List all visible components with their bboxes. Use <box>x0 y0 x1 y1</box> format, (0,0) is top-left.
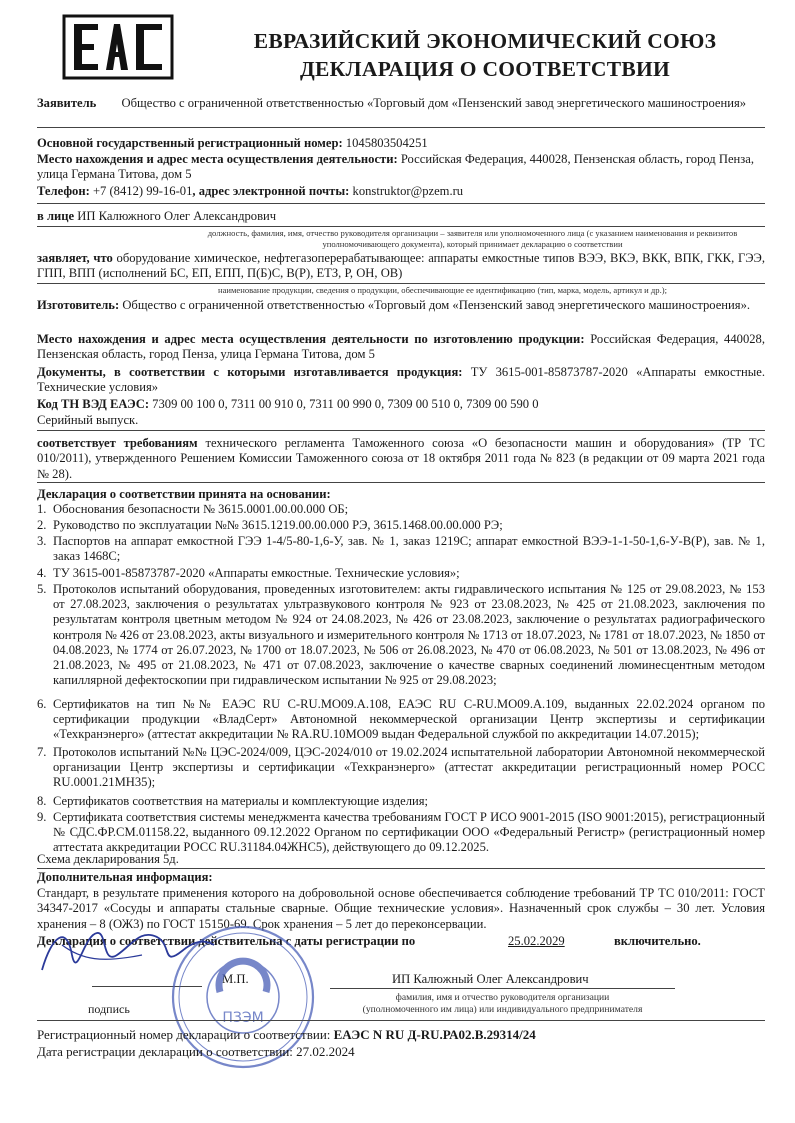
representative-note: должность, фамилия, имя, отчество руководителя организации – заявителя или уполномоченного лица (с указанием наименования и реквизитов уполномочивающего документа), который принимает декларацию о соответствии <box>207 228 738 249</box>
basis-title: Декларация о соответствии принята на основании: <box>37 487 331 501</box>
list-item-text: Обоснования безопасности № 3615.0001.00.00.000 ОБ; <box>53 502 349 516</box>
manufacturer-address-label: Место нахождения и адрес места осуществления деятельности по изготовлению продукции: <box>37 332 585 346</box>
divider <box>37 482 765 483</box>
registration-date-block <box>37 1044 765 1059</box>
list-item-number: 4. <box>37 566 47 580</box>
list-item <box>37 697 765 743</box>
serial-text: Серийный выпуск. <box>37 413 139 427</box>
contact-block <box>37 184 765 199</box>
list-item-number: 7. <box>37 745 47 759</box>
email-value: konstruktor@pzem.ru <box>352 184 464 198</box>
manufacturer-block <box>37 298 765 313</box>
registration-number-block <box>37 1027 765 1042</box>
registration-number-label: Регистрационный номер декларации о соответствии: <box>37 1027 331 1042</box>
list-item-text: Протоколов испытаний оборудования, проведенных изготовителем: акты гидравлического испытания № 125 от 29.08.2023, № 153 от 27.08.2023, заключения о результатах ультразвукового контроля № 923 от 23.08.2023, № 425 от 21.08.2023, заключения по результатам контроля цветным методом № 924 от 24.08.2023, № 426 от 23.08.2023, заключение о результатах радиографического контроля № 426 от 23.08.2023, акты визуального и измерительного контроля № 1713 от 18.07.2023, № 1781 от 18.07.2023, № 1850 от 04.08.2023, № 1774 от 26.07.2023, № 1700 от 18.07.2023, № 506 от 26.08.2023, № 470 от 06.08.2023, № 501 от 13.08.2023, № 496 от 21.08.2023, № 495 от 21.08.2023, № 471 от 07.08.2023, заключение о качестве сварных соединений люминесцентным методом капиллярной дефектоскопии при гидравлическом испытании № 925 от 29.08.2023; <box>53 582 765 688</box>
representative-value: ИП Калюжного Олег Александрович <box>77 209 277 223</box>
name-line <box>330 988 675 989</box>
list-item-text: Сертификата соответствия системы менеджмента качества требованиям ГОСТ Р ИСО 9001-2015 (ISO 9001:2015), регистрационный № СДС.ФР.СМ.01158.22, выданного 09.12.2022 Органом по сертификации ООО «Федеральный Регистр» (регистрационный номер аттестата аккредитации РОСС RU.31184.04ЖНС5), действующего до 09.12.2025. <box>53 810 765 855</box>
list-item <box>37 518 765 533</box>
divider <box>37 1020 765 1021</box>
applicant-address-value: Российская Федерация, 440028, Пензенская область, город Пенза, улица Германа Титова, дом 5 <box>37 152 755 182</box>
list-item-text: Руководство по эксплуатации №№ 3615.1219.00.00.000 РЭ, 3615.1468.00.00.000 РЭ; <box>53 518 503 532</box>
manufacturer-docs-value: ТУ 3615-001-85873787-2020 «Аппараты емкостные. Технические условия» <box>37 365 765 395</box>
list-item-text: ТУ 3615-001-85873787-2020 «Аппараты емкостные. Технические условия»; <box>53 566 460 580</box>
compliance-label: соответствует требованиям <box>37 436 198 450</box>
name-caption-line1: фамилия, имя и отчество руководителя организации <box>395 992 610 1003</box>
divider <box>37 868 765 869</box>
declares-value: оборудование химическое, нефтегазоперерабатывающее: аппараты емкостные типов ВЭЭ, ВКЭ, ВКК, ВПК, ГКК, ГЭЭ, ГПП, ВПП (исполнений БС, ЕП, ЕПП, П(Б)С, В(Р), ЕТЗ, Р, ОН, ОВ) <box>37 251 765 281</box>
list-item-number: 3. <box>37 534 47 548</box>
phone-label: Телефон: <box>37 184 90 198</box>
registration-date-label: Дата регистрации декларации о соответствии: <box>37 1044 293 1059</box>
list-item <box>37 534 765 564</box>
signature-caption: подпись <box>88 1002 130 1016</box>
representative-label: в лице <box>37 209 75 223</box>
declares-block <box>37 251 765 282</box>
header-title-line2: ДЕКЛАРАЦИЯ О СООТВЕТСТВИИ <box>299 57 671 81</box>
ogrn-block <box>37 136 765 151</box>
seal-label: ПЗЭМ <box>222 1010 264 1026</box>
list-item-text: Паспортов на аппарат емкостной ГЭЭ 1-4/5-80-1,6-У, зав. № 1, заказ 1219С; аппарат емкостной ВЭЭ-1-1-50-1,6-У-В(Р), зав. № 1, заказ 1468С; <box>53 534 765 564</box>
phone-value: +7 (8412) 99-16-01 <box>92 184 193 198</box>
divider <box>37 430 765 431</box>
eac-logo <box>62 14 174 80</box>
divider <box>37 203 765 204</box>
registration-date-value: 27.02.2024 <box>296 1044 355 1059</box>
applicant-address-label: Место нахождения и адрес места осуществления деятельности: <box>37 152 398 166</box>
divider <box>37 226 765 227</box>
manufacturer-docs-label: Документы, в соответствии с которыми изготавливается продукция: <box>37 365 463 379</box>
additional-title: Дополнительная информация: <box>37 870 213 884</box>
list-item <box>37 794 765 809</box>
ogrn-label: Основной государственный регистрационный номер: <box>37 136 343 150</box>
list-item-number: 1. <box>37 502 47 516</box>
list-item-number: 5. <box>37 582 47 596</box>
applicant-address-block <box>37 152 765 183</box>
list-item-number: 9. <box>37 810 47 824</box>
stamp-place-label: М.П. <box>222 972 249 986</box>
applicant-value: Общество с ограниченной ответственностью «Торговый дом «Пензенский завод энергетического машиностроения» <box>121 96 747 110</box>
list-item <box>37 582 765 688</box>
signatory-name: ИП Калюжный Олег Александрович <box>392 972 589 986</box>
validity-label: Декларация о соответствии действительна с даты регистрации по <box>37 934 416 948</box>
applicant-block <box>37 96 765 111</box>
header-title-line1: ЕВРАЗИЙСКИЙ ЭКОНОМИЧЕСКИЙ СОЮЗ <box>253 29 717 53</box>
list-item-text: Протоколов испытаний №№ ЦЭС-2024/009, ЦЭС-2024/010 от 19.02.2024 испытательной лаборатории Автономной некоммерческой организации Центр экспертизы и сертификации «Техкранэнерго» (аттестат аккредитации регистрационный номер РОСС RU.0001.21МН35); <box>53 745 765 790</box>
hs-code-value: 7309 00 100 0, 7311 00 910 0, 7311 00 990 0, 7309 00 510 0, 7309 00 590 0 <box>152 397 539 411</box>
list-item-number: 6. <box>37 697 47 711</box>
hs-code-label: Код ТН ВЭД ЕАЭС: <box>37 397 150 411</box>
manufacturer-value: Общество с ограниченной ответственностью «Торговый дом «Пензенский завод энергетического машиностроения». <box>122 298 751 312</box>
divider <box>37 283 765 284</box>
divider <box>37 127 765 128</box>
list-item <box>37 502 765 517</box>
list-item <box>37 566 765 581</box>
name-caption-line2: (уполномоченного им лица) или индивидуального предпринимателя <box>362 1004 643 1015</box>
manufacturer-address-block <box>37 332 765 363</box>
manufacturer-docs-block <box>37 365 765 396</box>
ogrn-value: 1045803504251 <box>345 136 428 150</box>
compliance-value: технического регламента Таможенного союза «О безопасности машин и оборудования» (ТР ТС 010/2011), утвержденного Решением Комиссии Таможенного союза от 18 октября 2011 года № 823 (в редакции от 09 марта 2021 года № 28). <box>37 436 765 481</box>
email-label: , адрес электронной почты: <box>192 184 350 198</box>
list-item-number: 2. <box>37 518 47 532</box>
declares-label: заявляет, что <box>37 251 113 265</box>
list-item <box>37 810 765 856</box>
additional-text: Стандарт, в результате применения которого на добровольной основе обеспечивается соблюдение требований ТР ТС 010/2011: ГОСТ 34347-2017 «Сосуды и аппараты стальные сварные. Общие технические условия». Назначенный срок службы – 30 лет. Условия хранения – 8 (ОЖ3) по ГОСТ 15150-69. Срок хранения – 5 лет до переконсервации. <box>37 886 765 931</box>
applicant-label: Заявитель <box>37 96 97 110</box>
compliance-block <box>37 436 765 482</box>
list-item <box>37 745 765 791</box>
declaration-scheme: Схема декларирования 5д. <box>37 852 179 866</box>
representative-block <box>37 209 765 224</box>
validity-date: 25.02.2029 <box>508 934 565 948</box>
list-item-text: Сертификатов соответствия на материалы и комплектующие изделия; <box>53 794 429 808</box>
declares-note: наименование продукции, сведения о продукции, обеспечивающие ее идентификацию (тип, марка, модель, артикул и др.); <box>217 285 667 295</box>
manufacturer-address-value: Российская Федерация, 440028, Пензенская область, город Пенза, улица Германа Титова, дом 5 <box>37 332 765 362</box>
registration-number-value: ЕАЭС N RU Д-RU.РА02.В.29314/24 <box>333 1027 536 1042</box>
list-item-number: 8. <box>37 794 47 808</box>
manufacturer-label: Изготовитель: <box>37 298 120 312</box>
validity-suffix: включительно. <box>614 934 701 948</box>
handwritten-signature <box>22 915 222 985</box>
list-item-text: Сертификатов на тип №№ ЕАЭС RU C-RU.МО09.А.108, ЕАЭС RU C-RU.МО09.А.109, выданных 22.02.2024 органом по сертификации продукции «ВладСерт» Автономной некоммерческой организации Центр экспертизы и сертификации «Техкранэнерго» (аттестат аккредитации № RA.RU.10МО09 выдан Федеральной службой по аккредитации 14.07.2015); <box>53 697 765 742</box>
hs-code-block <box>37 397 765 412</box>
